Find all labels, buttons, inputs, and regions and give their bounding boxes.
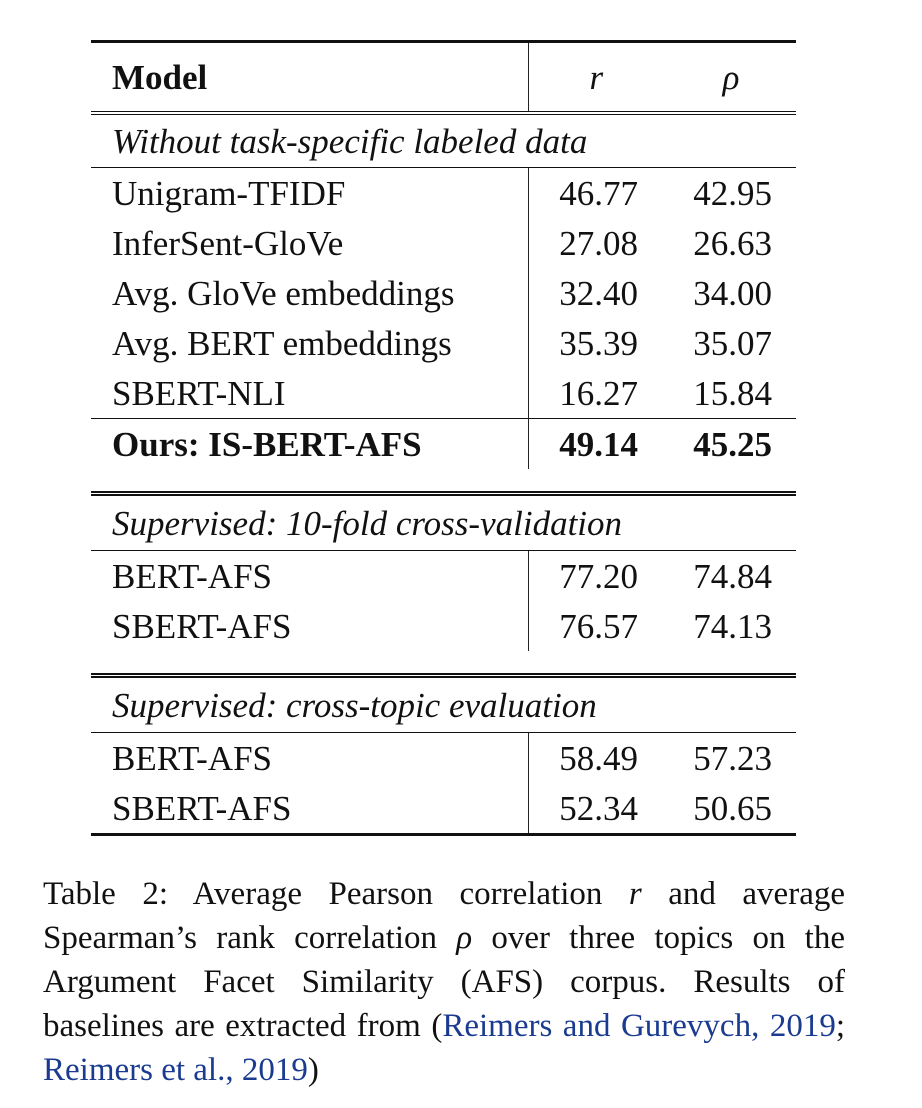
section-title: Supervised: 10-fold cross-validation (91, 494, 796, 551)
table-row (91, 783, 796, 835)
model-name: Avg. BERT embeddings (91, 318, 528, 368)
section-title: Supervised: cross-topic evaluation (91, 676, 796, 733)
table-row (91, 318, 796, 368)
section-title: Without task-specific labeled data (91, 113, 796, 168)
model-name: Avg. GloVe embeddings (91, 268, 528, 318)
table-row (91, 368, 796, 419)
table-row (91, 601, 796, 651)
section-row-unsupervised (91, 113, 796, 168)
table-header-row (91, 42, 796, 114)
header-model: Model (91, 42, 528, 114)
spearman-rho-value: 26.63 (693, 223, 772, 263)
model-name: BERT-AFS (91, 551, 528, 602)
pearson-r-value: 32.40 (559, 273, 638, 313)
pearson-r-value: 52.34 (528, 783, 658, 835)
pearson-r-value: 46.77 (559, 173, 638, 213)
spearman-rho-value: 15.84 (693, 373, 772, 413)
model-name: BERT-AFS (91, 733, 528, 784)
caption-separator: ; (835, 1008, 845, 1044)
results-table (91, 40, 796, 836)
caption-text: and average Spearman’s rank correlation (43, 876, 845, 956)
caption-rho-symbol: ρ (456, 920, 473, 956)
pearson-r-value: 77.20 (559, 556, 638, 596)
table-row (91, 551, 796, 602)
group-separator (91, 469, 796, 494)
group-separator (91, 651, 796, 676)
section-row-10fold (91, 494, 796, 551)
table-row (91, 268, 796, 318)
table-row-ours (91, 419, 796, 470)
citation-link-reimers-et-al[interactable]: Reimers et al., 2019 (43, 1052, 308, 1088)
caption-r-symbol: r (628, 876, 642, 912)
pearson-r-value: 76.57 (559, 606, 638, 646)
pearson-r-value: 16.27 (559, 373, 638, 413)
pearson-r-value: 58.49 (559, 738, 638, 778)
model-name: SBERT-NLI (91, 368, 528, 419)
spearman-rho-value-ours: 45.25 (658, 419, 796, 470)
pearson-r-value-ours: 49.14 (528, 419, 658, 470)
spearman-rho-value: 50.65 (658, 783, 796, 835)
table-row (91, 168, 796, 219)
citation-link-reimers-gurevych[interactable]: Reimers and Gurevych, 2019 (442, 1008, 836, 1044)
spearman-rho-value: 35.07 (693, 323, 772, 363)
header-spearman-rho: ρ (658, 42, 796, 114)
model-name: InferSent-GloVe (91, 218, 528, 268)
model-name: SBERT-AFS (91, 601, 528, 651)
caption-text: over three topics on the Argument Facet Similarity (AFS) corpus. Results of baselines are extracted from ( (43, 920, 845, 1044)
spearman-rho-value: 74.84 (693, 556, 772, 596)
pearson-r-value: 27.08 (559, 223, 638, 263)
caption-text: Table 2: Average Pearson correlation (43, 876, 629, 912)
table-row (91, 733, 796, 784)
caption-close-paren: ) (307, 1052, 319, 1088)
table-caption (43, 872, 845, 1092)
model-name-ours: Ours: IS-BERT-AFS (91, 419, 528, 470)
spearman-rho-value: 34.00 (693, 273, 772, 313)
model-name: Unigram-TFIDF (91, 168, 528, 219)
model-name: SBERT-AFS (91, 783, 528, 835)
header-pearson-r: r (528, 42, 658, 114)
pearson-r-value: 35.39 (559, 323, 638, 363)
spearman-rho-value: 42.95 (693, 173, 772, 213)
table-row (91, 218, 796, 268)
spearman-rho-value: 74.13 (693, 606, 772, 646)
spearman-rho-value: 57.23 (693, 738, 772, 778)
section-row-cross-topic (91, 676, 796, 733)
